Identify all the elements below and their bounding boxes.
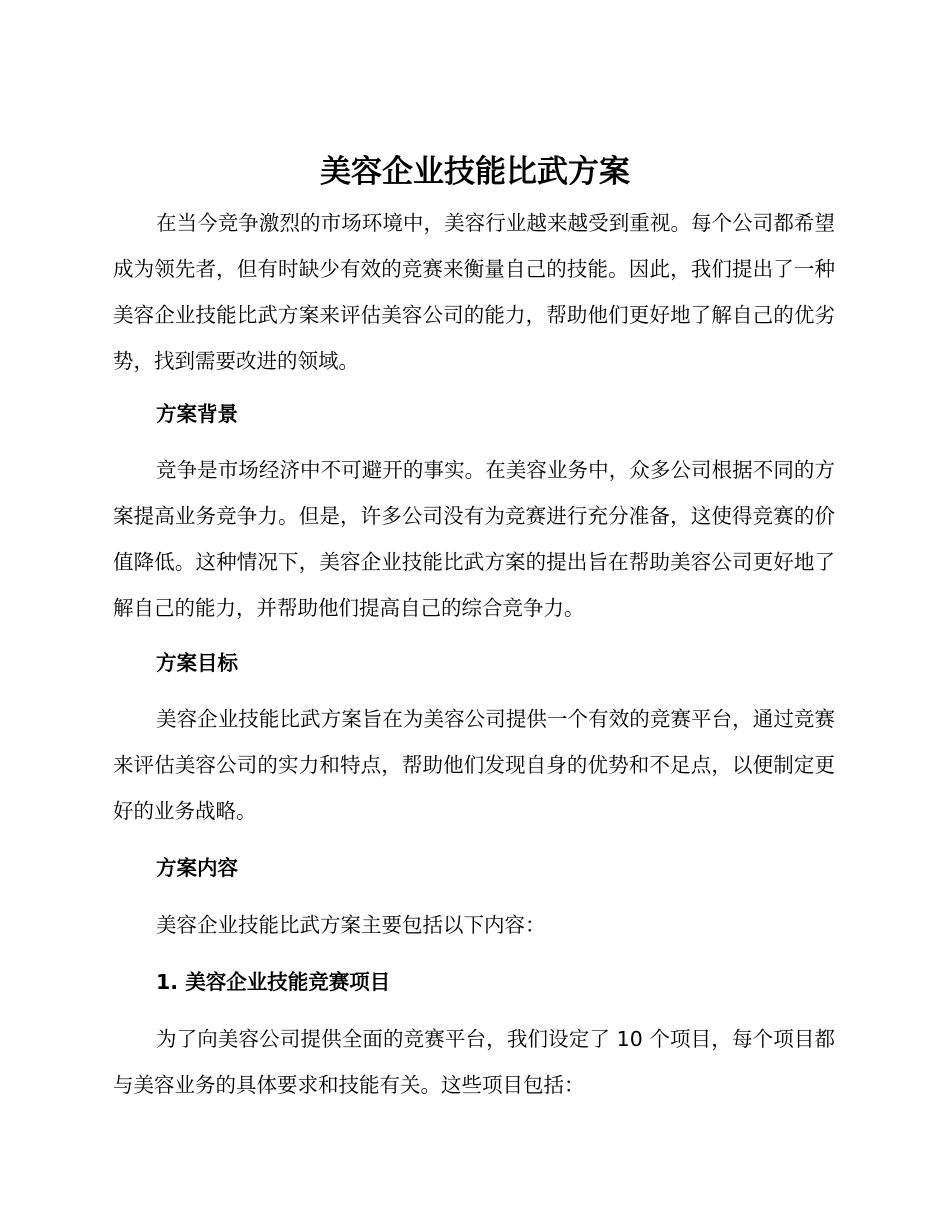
section-body-background: 竞争是市场经济中不可避开的事实。在美容业务中，众多公司根据不同的方案提高业务竞争力。但是，许多公司没有为竞赛进行充分准备，这使得竞赛的价值降低。这种情况下，美容企业技能比武方案的提出旨在帮助美容公司更好地了解自己的能力，并帮助他们提高自己的综合竞争力。 <box>113 458 835 620</box>
section-body-content: 美容企业技能比武方案主要包括以下内容： <box>156 913 546 937</box>
intro-paragraph: 在当今竞争激烈的市场环境中，美容行业越来越受到重视。每个公司都希望成为领先者，但有时缺少有效的竞赛来衡量自己的技能。因此，我们提出了一种美容企业技能比武方案来评估美容公司的能力，帮助他们更好地了解自己的优劣势，找到需要改进的领域。 <box>113 211 835 373</box>
section-heading-goal: 方案目标 <box>156 651 238 675</box>
section-body-goal: 美容企业技能比武方案旨在为美容公司提供一个有效的竞赛平台，通过竞赛来评估美容公司的实力和特点，帮助他们发现自身的优势和不足点，以便制定更好的业务战略。 <box>113 707 835 823</box>
document-title: 美容企业技能比武方案 <box>320 154 630 190</box>
section-heading-background: 方案背景 <box>156 402 238 426</box>
section-body-competition-items: 为了向美容公司提供全面的竞赛平台，我们设定了 10 个项目，每个项目都与美容业务的具体要求和技能有关。这些项目包括： <box>113 1027 835 1097</box>
section-heading-competition-items: 1. 美容企业技能竞赛项目 <box>156 970 391 994</box>
section-heading-content: 方案内容 <box>156 856 238 880</box>
